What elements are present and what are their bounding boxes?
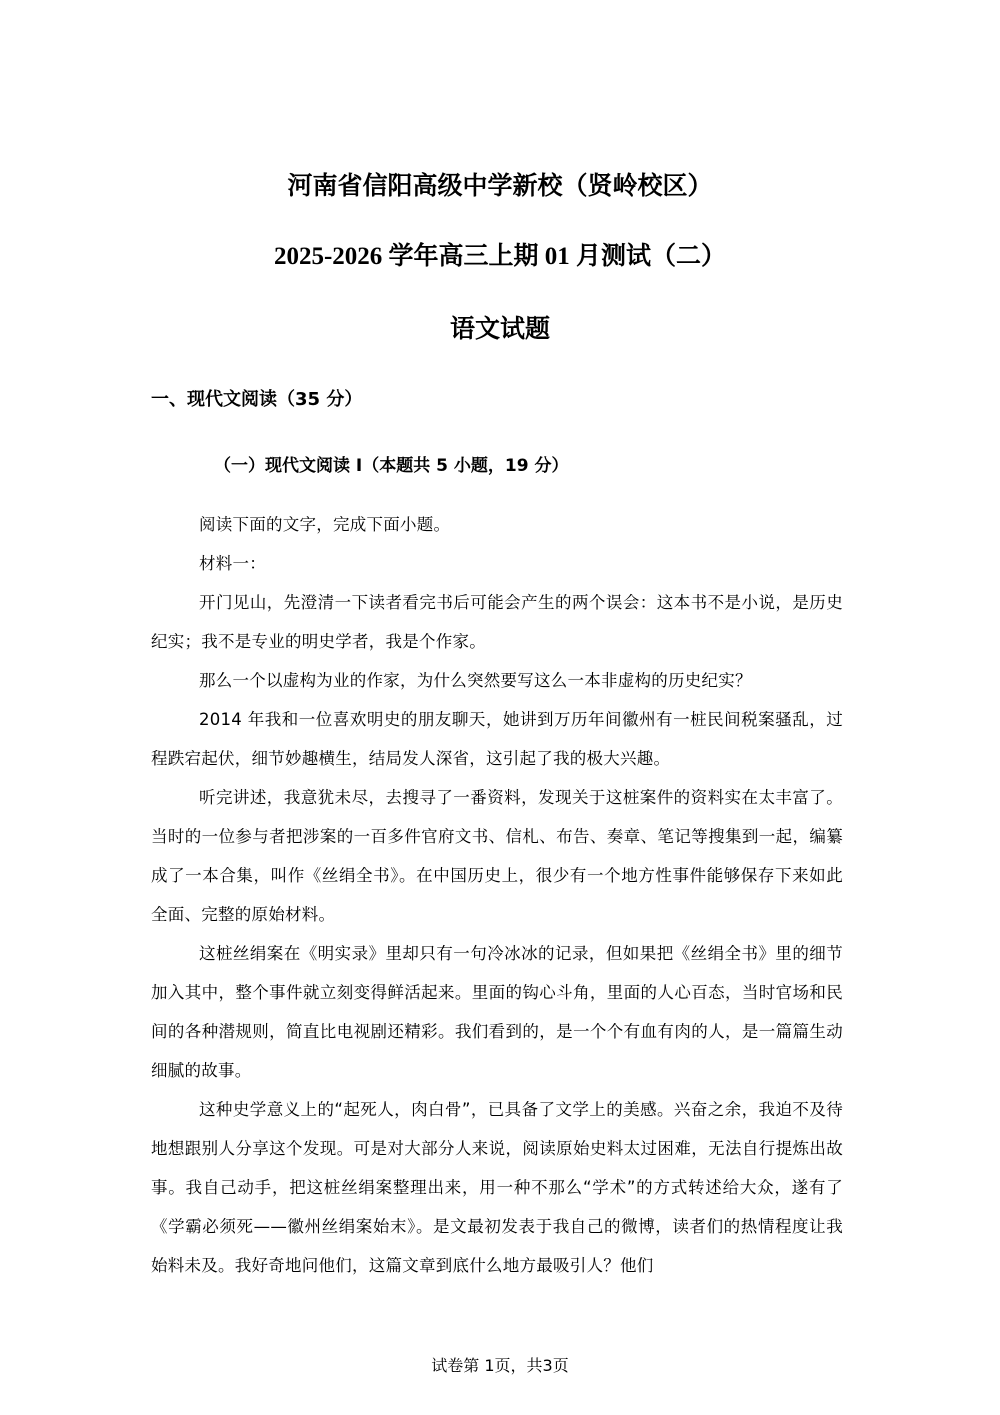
school-title: 河南省信阳高级中学新校（贤岭校区） xyxy=(287,171,713,200)
subject-title: 语文试题 xyxy=(449,314,550,343)
material-label: 材料一： xyxy=(199,554,266,573)
exam-title: 2025-2026 学年高三上期 01 月测试（二） xyxy=(273,243,727,270)
instruction-paragraph: 阅读下面的文字，完成下面小题。 xyxy=(199,515,451,534)
passage-paragraph: 听完讲述，我意犹未尽，去搜寻了一番资料，发现关于这桩案件的资料实在太丰富了。当时的一位参与者把涉案的一百多件官府文书、信札、布告、奏章、笔记等搜集到一起，编纂成了一本合集，叫作《丝绢全书》。在中国历史上，很少有一个地方性事件能够保存下来如此全面、完整的原始材料。 xyxy=(151,788,843,924)
section-heading: 一、现代文阅读（35 分） xyxy=(151,389,363,410)
subsection-heading: （一）现代文阅读 I（本题共 5 小题，19 分） xyxy=(214,456,569,476)
passage-paragraph: 这桩丝绢案在《明实录》里却只有一句冷冰冰的记录，但如果把《丝绢全书》里的细节加入其中，整个事件就立刻变得鲜活起来。里面的钩心斗角，里面的人心百态，当时官场和民间的各种潜规则，简直比电视剧还精彩。我们看到的，是一个个有血有肉的人，是一篇篇生动细腻的故事。 xyxy=(151,944,843,1080)
passage-paragraph: 开门见山，先澄清一下读者看完书后可能会产生的两个误会：这本书不是小说，是历史纪实；我不是专业的明史学者，我是个作家。 xyxy=(151,593,843,651)
passage-paragraph: 这种史学意义上的“起死人，肉白骨”，已具备了文学上的美感。兴奋之余，我迫不及待地想跟别人分享这个发现。可是对大部分人来说，阅读原始史料太过困难，无法自行提炼出故事。我自己动手，把这桩丝绢案整理出来，用一种不那么“学术”的方式转述给大众，遂有了《学霸必须死——徽州丝绢案始末》。是文最初发表于我自己的微博，读者们的热情程度让我始料未及。我好奇地问他们，这篇文章到底什么地方最吸引人？他们 xyxy=(151,1100,843,1275)
page-footer: 试卷第 1页，共3页 xyxy=(431,1356,569,1375)
passage-paragraph: 那么一个以虚构为业的作家，为什么突然要写这么一本非虚构的历史纪实？ xyxy=(199,671,752,690)
passage-paragraph: 2014 年我和一位喜欢明史的朋友聊天，她讲到万历年间徽州有一桩民间税案骚乱，过程跌宕起伏，细节妙趣横生，结局发人深省，这引起了我的极大兴趣。 xyxy=(151,710,843,768)
reading-passage xyxy=(151,505,843,1285)
